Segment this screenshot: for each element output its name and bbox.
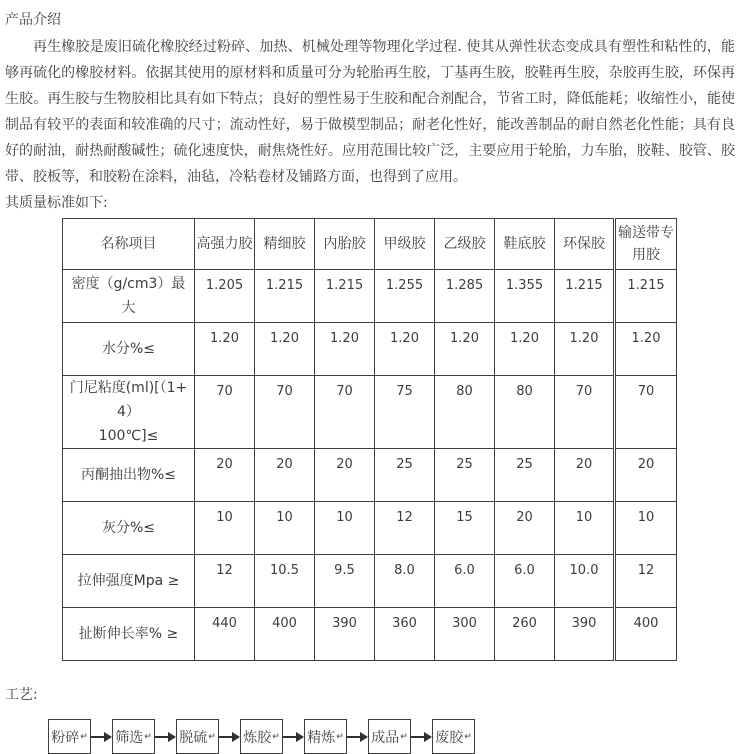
table-cell: 360 <box>375 608 435 661</box>
table-cell: 10 <box>615 502 677 555</box>
row-label <box>63 502 195 555</box>
return-mark-icon: ↵ <box>144 731 152 742</box>
flow-step-desulfurization <box>176 719 219 754</box>
table-row <box>63 449 677 502</box>
flow-arrow-icon <box>91 732 112 742</box>
table-cell: 1.20 <box>435 323 495 376</box>
table-cell: 1.205 <box>195 270 255 323</box>
table-cell: 70 <box>555 376 615 449</box>
table-cell: 1.215 <box>615 270 677 323</box>
column-header: 精细胶 <box>255 219 315 270</box>
table-cell: 400 <box>255 608 315 661</box>
table-cell: 440 <box>195 608 255 661</box>
table-cell: 390 <box>315 608 375 661</box>
table-row <box>63 502 677 555</box>
column-header: 高强力胶 <box>195 219 255 270</box>
table-row <box>63 323 677 376</box>
return-mark-icon: ↵ <box>464 731 472 742</box>
table-cell: 10.5 <box>255 555 315 608</box>
row-label <box>63 608 195 661</box>
flow-step-label: 粉碎 <box>51 729 80 746</box>
flow-step-label: 废胶 <box>435 729 464 746</box>
row-label-text: 灰分%≤ <box>101 520 156 536</box>
column-header: 名称项目 <box>63 219 195 270</box>
row-label-text: 水分%≤ <box>101 341 156 357</box>
flow-step-refining <box>304 719 347 754</box>
column-header: 内胎胶 <box>315 219 375 270</box>
row-label <box>63 323 195 376</box>
flow-arrow-icon <box>411 732 432 742</box>
table-cell: 70 <box>615 376 677 449</box>
table-cell: 10 <box>255 502 315 555</box>
table-cell: 70 <box>195 376 255 449</box>
table-cell: 75 <box>375 376 435 449</box>
standards-intro: 其质量标准如下: <box>5 195 108 211</box>
column-header: 甲级胶 <box>375 219 435 270</box>
column-header: 乙级胶 <box>435 219 495 270</box>
process-label: 工艺: <box>5 687 38 703</box>
process-flow-diagram <box>48 719 735 754</box>
table-cell: 20 <box>195 449 255 502</box>
table-cell: 10 <box>315 502 375 555</box>
flow-step-label: 筛选 <box>115 729 144 746</box>
row-label <box>63 449 195 502</box>
table-cell: 260 <box>495 608 555 661</box>
table-cell: 80 <box>435 376 495 449</box>
table-row <box>63 270 677 323</box>
flow-step-milling <box>240 719 283 754</box>
column-header: 输送带专用胶 <box>615 219 677 270</box>
table-cell: 390 <box>555 608 615 661</box>
table-cell: 9.5 <box>315 555 375 608</box>
page-title: 产品介绍 <box>5 12 61 28</box>
row-label-text: 扯断伸长率% ≥ <box>78 626 179 642</box>
flow-arrow-icon <box>219 732 240 742</box>
table-cell: 25 <box>495 449 555 502</box>
row-label <box>63 270 195 323</box>
flow-step-screening <box>112 719 155 754</box>
flow-step-label: 成品 <box>371 729 400 746</box>
table-cell: 1.20 <box>495 323 555 376</box>
table-cell: 70 <box>255 376 315 449</box>
table-cell: 10 <box>195 502 255 555</box>
table-cell: 1.20 <box>315 323 375 376</box>
row-label <box>63 376 195 449</box>
table-cell: 1.20 <box>615 323 677 376</box>
return-mark-icon: ↵ <box>80 731 88 742</box>
row-label <box>63 555 195 608</box>
table-cell: 1.215 <box>315 270 375 323</box>
table-cell: 1.355 <box>495 270 555 323</box>
table-cell: 10.0 <box>555 555 615 608</box>
table-cell: 12 <box>195 555 255 608</box>
intro-paragraph: 再生橡胶是废旧硫化橡胶经过粉碎、加热、机械处理等物理化学过程. 使其从弹性状态变成具有塑性和粘性的，能够再硫化的橡胶材料。依据其使用的原材料和质量可分为轮胎再生胶，丁基再生胶，胶鞋再生胶，杂胶再生胶，环保再生胶。再生胶与生物胶相比具有如下特点；良好的塑性易于生胶和配合剂配合，节省工时，降低能耗；收缩性小，能使制品有较平的表面和较准确的尺寸；流动性好，易于做模型制品；耐老化性好，能改善制品的耐自然老化性能；具有良好的耐油，耐热耐酸碱性；硫化速度快，耐焦烧性好。应用范围比较广泛，主要应用于轮胎，力车胎，胶鞋、胶管、胶带、胶板等，和胶粉在涂料，油毡，冷粘卷材及铺路方面，也得到了应用。 <box>5 39 735 185</box>
table-cell: 20 <box>255 449 315 502</box>
table-cell: 1.20 <box>555 323 615 376</box>
table-cell: 6.0 <box>495 555 555 608</box>
flow-step-finished-product <box>368 719 411 754</box>
column-header: 鞋底胶 <box>495 219 555 270</box>
row-label-text: 拉伸强度Mpa ≥ <box>77 573 180 589</box>
table-cell: 20 <box>615 449 677 502</box>
flow-arrow-icon <box>155 732 176 742</box>
flow-step-crushing <box>48 719 91 754</box>
table-cell: 25 <box>435 449 495 502</box>
flow-step-label: 炼胶 <box>243 729 272 746</box>
flow-arrow-icon <box>283 732 304 742</box>
table-row <box>63 376 677 449</box>
return-mark-icon: ↵ <box>336 731 344 742</box>
table-cell: 1.20 <box>255 323 315 376</box>
flow-step-label: 精炼 <box>307 729 336 746</box>
table-cell: 25 <box>375 449 435 502</box>
table-cell: 400 <box>615 608 677 661</box>
table-cell: 12 <box>615 555 677 608</box>
row-label-text: 密度（g/cm3）最大 <box>71 276 186 316</box>
return-mark-icon: ↵ <box>272 731 280 742</box>
table-cell: 300 <box>435 608 495 661</box>
table-cell: 80 <box>495 376 555 449</box>
table-cell: 1.255 <box>375 270 435 323</box>
table-cell: 20 <box>315 449 375 502</box>
quality-standards-table <box>62 218 677 661</box>
flow-arrow-icon <box>347 732 368 742</box>
table-cell: 20 <box>495 502 555 555</box>
return-mark-icon: ↵ <box>400 731 408 742</box>
return-mark-icon: ↵ <box>208 731 216 742</box>
table-cell: 1.20 <box>375 323 435 376</box>
row-label-text: 门尼粘度(ml)[（1+4） <box>69 380 188 420</box>
row-label-text: 丙酮抽出物%≤ <box>80 467 177 483</box>
table-cell: 1.285 <box>435 270 495 323</box>
table-cell: 1.215 <box>555 270 615 323</box>
table-cell: 1.215 <box>255 270 315 323</box>
table-cell: 8.0 <box>375 555 435 608</box>
column-header: 环保胶 <box>555 219 615 270</box>
table-row <box>63 555 677 608</box>
table-cell: 20 <box>555 449 615 502</box>
table-header-row <box>63 219 677 270</box>
table-cell: 10 <box>555 502 615 555</box>
flow-step-waste-rubber <box>432 719 475 754</box>
table-cell: 1.20 <box>195 323 255 376</box>
flow-step-label: 脱硫 <box>179 729 208 746</box>
quality-standards-table-wrap <box>62 218 735 661</box>
table-cell: 12 <box>375 502 435 555</box>
table-cell: 15 <box>435 502 495 555</box>
table-cell: 70 <box>315 376 375 449</box>
table-row <box>63 608 677 661</box>
row-label-text-line2: 100℃]≤ <box>98 428 159 444</box>
table-cell: 6.0 <box>435 555 495 608</box>
